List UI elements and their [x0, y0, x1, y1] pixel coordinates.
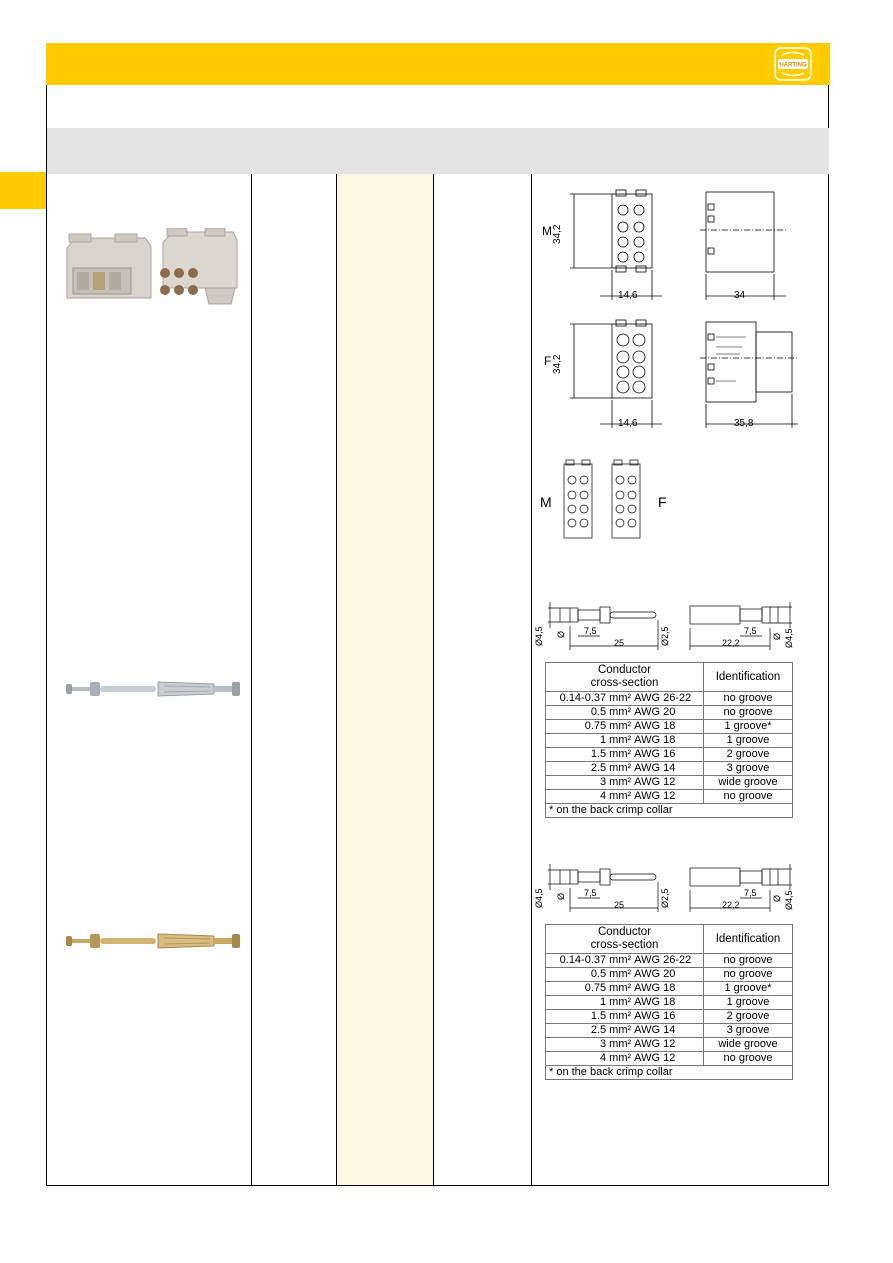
table-header-band [47, 128, 829, 174]
table-row: 0.5 mm² AWG 20 no groove [546, 706, 793, 720]
dim-d-inner-f-1: Ø [772, 632, 782, 640]
table-row: 2.5 mm² AWG 14 3 groove [546, 1024, 793, 1038]
dim-female-length: 35,8 [734, 418, 754, 429]
table-header-row [546, 925, 793, 954]
pin-layout-female-label: F [658, 494, 667, 510]
table-row: 0.75 mm² AWG 18 1 groove* [546, 982, 793, 996]
silver-contacts-photo [64, 678, 244, 700]
dim-d-outer-1: Ø4,5 [534, 626, 544, 646]
table-footnote: * on the back crimp collar [546, 1066, 793, 1080]
conductor-table-1 [545, 662, 793, 818]
male-label: M [542, 224, 552, 238]
gold-contacts-photo [64, 930, 244, 952]
header-bar [46, 43, 830, 85]
table-row: 2.5 mm² AWG 14 3 groove [546, 762, 793, 776]
svg-text:HARTING: HARTING [779, 62, 807, 69]
table-row: 4 mm² AWG 12 no groove [546, 790, 793, 804]
table-row: 0.75 mm² AWG 18 1 groove* [546, 720, 793, 734]
dim-d-inner-1: Ø [556, 630, 566, 638]
column-divider [336, 174, 337, 1185]
table-row: 1.5 mm² AWG 16 2 groove [546, 1010, 793, 1024]
dim-d-inner-2: Ø [556, 892, 566, 900]
dim-crimp-f-2: 7,5 [744, 888, 757, 898]
identification-header: Identification [704, 663, 793, 692]
pin-layout-male-label: M [540, 494, 552, 510]
identification-header: Identification [704, 925, 793, 954]
table-row: 1 mm² AWG 18 1 groove [546, 996, 793, 1010]
column-divider [433, 174, 434, 1185]
table-row: 4 mm² AWG 12 no groove [546, 1052, 793, 1066]
column-divider [531, 174, 532, 1185]
table-row: 0.14-0.37 mm² AWG 26-22 no groove [546, 954, 793, 968]
table-footnote: * on the back crimp collar [546, 804, 793, 818]
insert-dimension-drawing [536, 182, 826, 434]
dim-d-outer-f-2: Ø4,5 [784, 890, 794, 910]
table-footnote-row [546, 1066, 793, 1080]
pin-layout-drawing [536, 458, 686, 548]
table-row: 1.5 mm² AWG 16 2 groove [546, 748, 793, 762]
dim-d-inner-f-2: Ø [772, 894, 782, 902]
conductor-table-2 [545, 924, 793, 1080]
dim-width-male: 14,6 [618, 290, 638, 301]
dim-crimp-2: 7,5 [584, 888, 597, 898]
dim-width-female: 14,6 [618, 418, 638, 429]
column-divider [251, 174, 252, 1185]
table-header-row [546, 663, 793, 692]
table-row: 1 mm² AWG 18 1 groove [546, 734, 793, 748]
conductor-header: Conductor cross-section [546, 663, 704, 692]
conductor-header: Conductor cross-section [546, 925, 704, 954]
dim-pin-2: Ø2,5 [660, 888, 670, 908]
insert-photo [55, 228, 240, 308]
dim-crimp-1: 7,5 [584, 626, 597, 636]
dim-height-male: 34,2 [552, 224, 563, 244]
dim-crimp-f-1: 7,5 [744, 626, 757, 636]
dim-male-length: 34 [734, 290, 746, 301]
dim-female-len-1: 22,2 [722, 638, 740, 648]
table-footnote-row [546, 804, 793, 818]
section-tab [0, 172, 46, 209]
table-row: 3 mm² AWG 12 wide groove [546, 1038, 793, 1052]
dim-d-outer-f-1: Ø4,5 [784, 628, 794, 648]
dim-d-outer-2: Ø4,5 [534, 888, 544, 908]
female-label: F [544, 354, 552, 368]
contact-drawing-silver [534, 598, 800, 654]
dim-height-female: 34,2 [552, 354, 563, 374]
dim-male-len-1: 25 [614, 638, 625, 648]
dim-male-len-2: 25 [614, 900, 625, 910]
shaded-column [337, 174, 433, 1185]
harting-logo [774, 47, 812, 81]
table-row: 3 mm² AWG 12 wide groove [546, 776, 793, 790]
dim-pin-1: Ø2,5 [660, 626, 670, 646]
dim-female-len-2: 22,2 [722, 900, 740, 910]
table-row: 0.14-0.37 mm² AWG 26-22 no groove [546, 692, 793, 706]
table-row: 0.5 mm² AWG 20 no groove [546, 968, 793, 982]
contact-drawing-gold [534, 860, 800, 916]
